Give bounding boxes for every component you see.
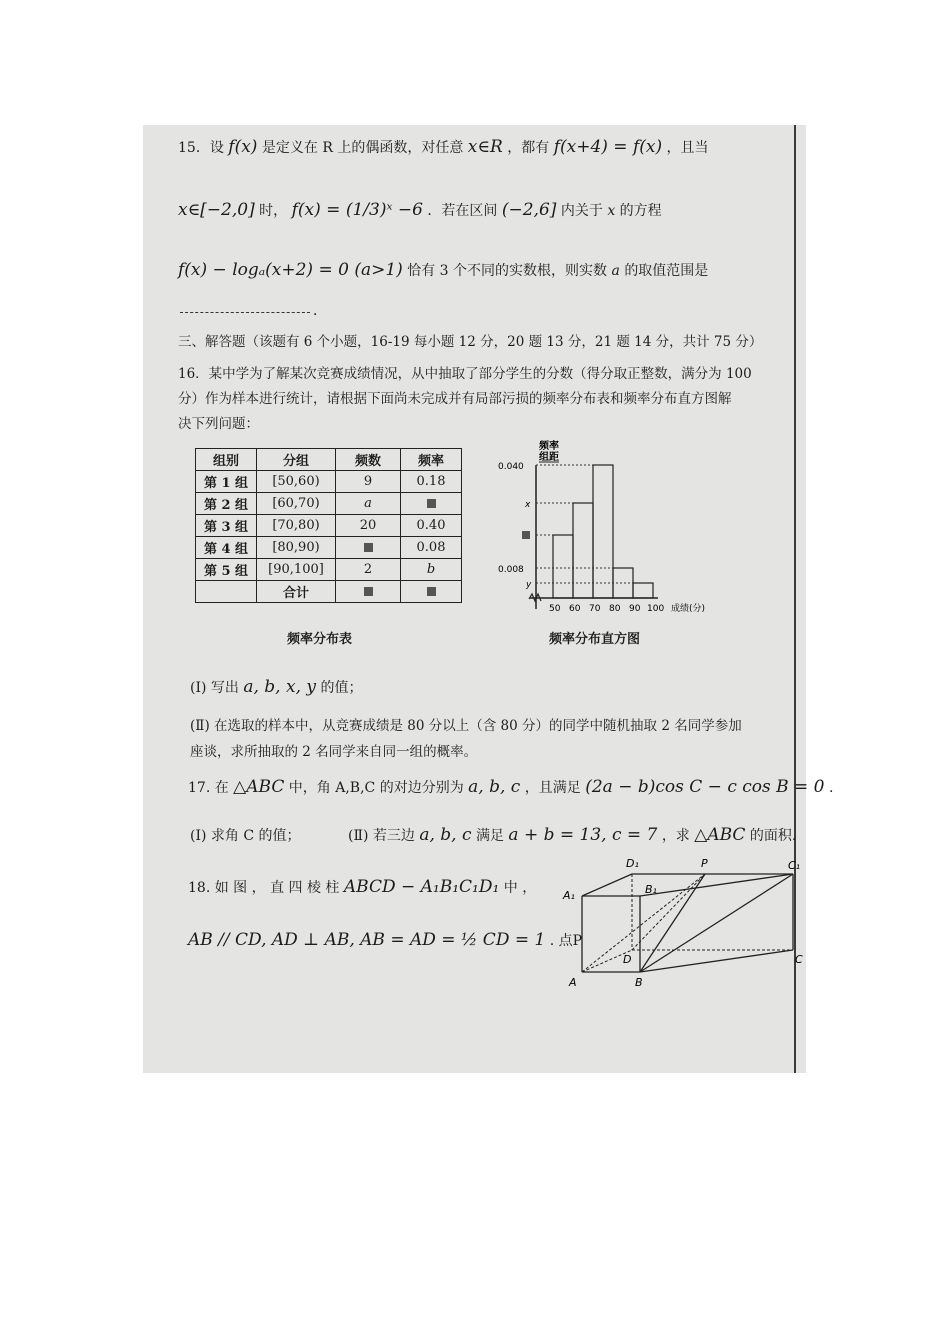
- q18-prefix: 18. 如 图 ， 直 四 棱 柱: [188, 880, 340, 896]
- q17-condition: (2a − b)cos C − c cos B = 0: [585, 777, 825, 797]
- smudge-mark: [427, 499, 436, 508]
- label-c: C: [795, 953, 803, 966]
- segment-d-p: [632, 874, 705, 950]
- hist-xlabel: 成绩(分): [671, 604, 706, 614]
- q15-interval-1: x∈[−2,0]: [178, 200, 255, 220]
- q16-part2-line2: 座谈，求所抽取的 2 名同学来自同一组的概率。: [190, 744, 478, 760]
- q15-answer-blank: [180, 312, 310, 313]
- table-cell: 0.18: [401, 471, 462, 493]
- label-d1: D₁: [626, 857, 639, 870]
- label-b: B: [635, 976, 643, 989]
- hist-bar: [633, 583, 653, 598]
- table-header: 频率: [401, 449, 462, 471]
- table-cell: [70,80): [257, 515, 336, 537]
- smudge-mark: [364, 543, 373, 552]
- table-cell: 20: [336, 515, 401, 537]
- q15-text-h: 恰有 3 个不同的实数根，则实数: [407, 263, 608, 279]
- q17-part2-text-b: 满足: [475, 828, 504, 844]
- table-row: [196, 515, 462, 537]
- q17-sides: a, b, c: [468, 777, 521, 797]
- table-cell: 第 5 组: [196, 559, 257, 581]
- q18-point-p: . 点P: [549, 933, 583, 949]
- q15-text-i: 的取值范围是: [624, 263, 709, 279]
- table-cell: 2: [336, 559, 401, 581]
- table-cell: b: [401, 559, 462, 581]
- q17-prefix: 17. 在: [188, 780, 229, 796]
- hist-ytick-label: 0.040: [498, 462, 524, 472]
- smudge-mark: [427, 587, 436, 596]
- q15-line3: [178, 260, 708, 280]
- q15-f-def: f(x) = (1/3)ˣ −6: [291, 200, 423, 220]
- q15-fx: f(x): [228, 137, 258, 157]
- q17-part2-sides: a, b, c: [419, 825, 472, 845]
- q15-end-mark: ．: [313, 303, 327, 319]
- table-total-row: [196, 581, 462, 603]
- table-row: [196, 493, 462, 515]
- q15-equation: f(x) − logₐ(x+2) = 0 (a>1): [178, 260, 403, 280]
- hist-ytick-label: 0.008: [498, 565, 524, 575]
- q15-text-b: ，都有: [507, 140, 550, 156]
- q15-var-x: x: [607, 203, 616, 219]
- label-a: A: [569, 976, 577, 989]
- q16-line3: 决下列问题：: [178, 416, 259, 432]
- q17-part2-text-a: (Ⅱ) 若三边: [348, 828, 415, 844]
- table-header: 频数: [336, 449, 401, 471]
- q18-text: 中 ，: [503, 880, 537, 896]
- segment-b-c1: [640, 874, 793, 972]
- hist-xtick-label: 50: [549, 604, 561, 614]
- hist-bar: [573, 503, 593, 598]
- q16-part2-line1: (Ⅱ) 在选取的样本中，从竞赛成绩是 80 分以上（含 80 分）的同学中随机抽取 2 名同学参加: [190, 718, 742, 734]
- hist-bar: [553, 535, 573, 598]
- q15-text-e: ．若在区间: [427, 203, 498, 219]
- table-row: [196, 537, 462, 559]
- table-header: 组别: [196, 449, 257, 471]
- q15-text-c: ，且当: [666, 140, 709, 156]
- table-cell: 第 3 组: [196, 515, 257, 537]
- q17-end: .: [828, 780, 834, 796]
- q15-text-g: 的方程: [619, 203, 662, 219]
- table-cell: 0.40: [401, 515, 462, 537]
- table-cell: [90,100]: [257, 559, 336, 581]
- q16-part1-end: 的值；: [320, 680, 363, 696]
- smudged-cell: [401, 581, 462, 603]
- table-cell: [80,90): [257, 537, 336, 559]
- q17-line1: [188, 777, 833, 797]
- table-cell: a: [336, 493, 401, 515]
- table-cell: [196, 581, 257, 603]
- table-row: [196, 471, 462, 493]
- hist-xtick-label: 100: [647, 604, 665, 614]
- q15-text-d: 时，: [259, 203, 288, 219]
- q15-text-a: 是定义在 R 上的偶函数，对任意: [261, 140, 464, 156]
- q18-conditions: AB // CD, AD ⊥ AB, AB = AD = ½ CD = 1: [188, 930, 546, 950]
- table-cell: 第 2 组: [196, 493, 257, 515]
- q17-text-a: 中，角 A,B,C 的对边分别为: [288, 780, 464, 796]
- table-cell: 第 1 组: [196, 471, 257, 493]
- table-cell: 第 4 组: [196, 537, 257, 559]
- q17-text-b: ，且满足: [524, 780, 581, 796]
- segment-a-p: [582, 874, 705, 972]
- hist-smudge-mark: [522, 531, 530, 539]
- table-total-label: 合计: [257, 581, 336, 603]
- q17-part2-triangle: △ABC: [694, 825, 746, 845]
- hist-ytick-label: x: [525, 500, 531, 510]
- q16-part1: [190, 677, 362, 697]
- q17-part2-text-c: ，求: [661, 828, 690, 844]
- smudged-cell: [336, 581, 401, 603]
- table-row: [196, 559, 462, 581]
- q17-part2-condition: a + b = 13, c = 7: [508, 825, 658, 845]
- edge-a1-d1: [582, 874, 632, 896]
- smudged-cell: [401, 493, 462, 515]
- q18-prism: ABCD − A₁B₁C₁D₁: [343, 877, 500, 897]
- q16-line1: 16．某中学为了解某次竞赛成绩情况，从中抽取了部分学生的分数（得分取正整数，满分为 100: [178, 366, 752, 382]
- label-p: P: [701, 857, 708, 870]
- q15-line2: [178, 200, 662, 220]
- table-cell: 9: [336, 471, 401, 493]
- frequency-table: [195, 448, 462, 603]
- q15-line1: [178, 137, 709, 157]
- q15-prefix: 15．设: [178, 140, 224, 156]
- table-caption: 频率分布表: [287, 632, 353, 647]
- edge-b1-c1: [640, 874, 793, 896]
- label-b1: B₁: [645, 883, 657, 896]
- q16-part1-text: (Ⅰ) 写出: [190, 680, 239, 696]
- histogram-caption: 频率分布直方图: [549, 632, 641, 647]
- label-d: D: [623, 953, 632, 966]
- hist-xtick-label: 90: [629, 604, 641, 614]
- hist-xtick-label: 80: [609, 604, 621, 614]
- q17-part2: [348, 825, 796, 845]
- prism-figure: [563, 855, 803, 995]
- exam-page-photo: [143, 125, 834, 1073]
- q17-part2-end: 的面积.: [749, 828, 797, 844]
- label-a1: A₁: [563, 889, 575, 902]
- hist-ylabel-top: 频率: [539, 441, 559, 452]
- q17-triangle: △ABC: [233, 777, 285, 797]
- smudge-mark: [364, 587, 373, 596]
- q18-line1: [188, 877, 536, 897]
- q16-part1-vars: a, b, x, y: [243, 677, 316, 697]
- q18-line2: [188, 930, 582, 950]
- smudged-cell: [336, 537, 401, 559]
- q15-x-in-r: x∈R: [467, 137, 503, 157]
- q15-interval-2: (−2,6]: [501, 200, 557, 220]
- label-c1: C₁: [788, 859, 801, 872]
- q15-var-a: a: [611, 263, 620, 279]
- table-header-row: [196, 449, 462, 471]
- hist-ylabel-bottom: 组距: [539, 452, 559, 463]
- hist-bar: [593, 465, 613, 598]
- hist-ytick-label: y: [526, 580, 532, 590]
- q15-text-f: 内关于: [560, 203, 603, 219]
- edge-b-c: [640, 950, 793, 972]
- table-header: 分组: [257, 449, 336, 471]
- table-cell: [50,60): [257, 471, 336, 493]
- q17-part1: (Ⅰ) 求角 C 的值；: [190, 828, 301, 844]
- table-cell: 0.08: [401, 537, 462, 559]
- hist-xtick-label: 60: [569, 604, 581, 614]
- q15-period-eq: f(x+4) = f(x): [553, 137, 663, 157]
- q16-line2: 分）作为样本进行统计，请根据下面尚未完成并有局部污损的频率分布表和频率分布直方图解: [178, 391, 732, 407]
- section-3-heading: 三、解答题（该题有 6 个小题，16-19 每小题 12 分，20 题 13 分，21 题 14 分，共计 75 分）: [178, 334, 763, 350]
- table-cell: [60,70): [257, 493, 336, 515]
- hist-xtick-label: 70: [589, 604, 601, 614]
- frequency-histogram: [493, 435, 733, 615]
